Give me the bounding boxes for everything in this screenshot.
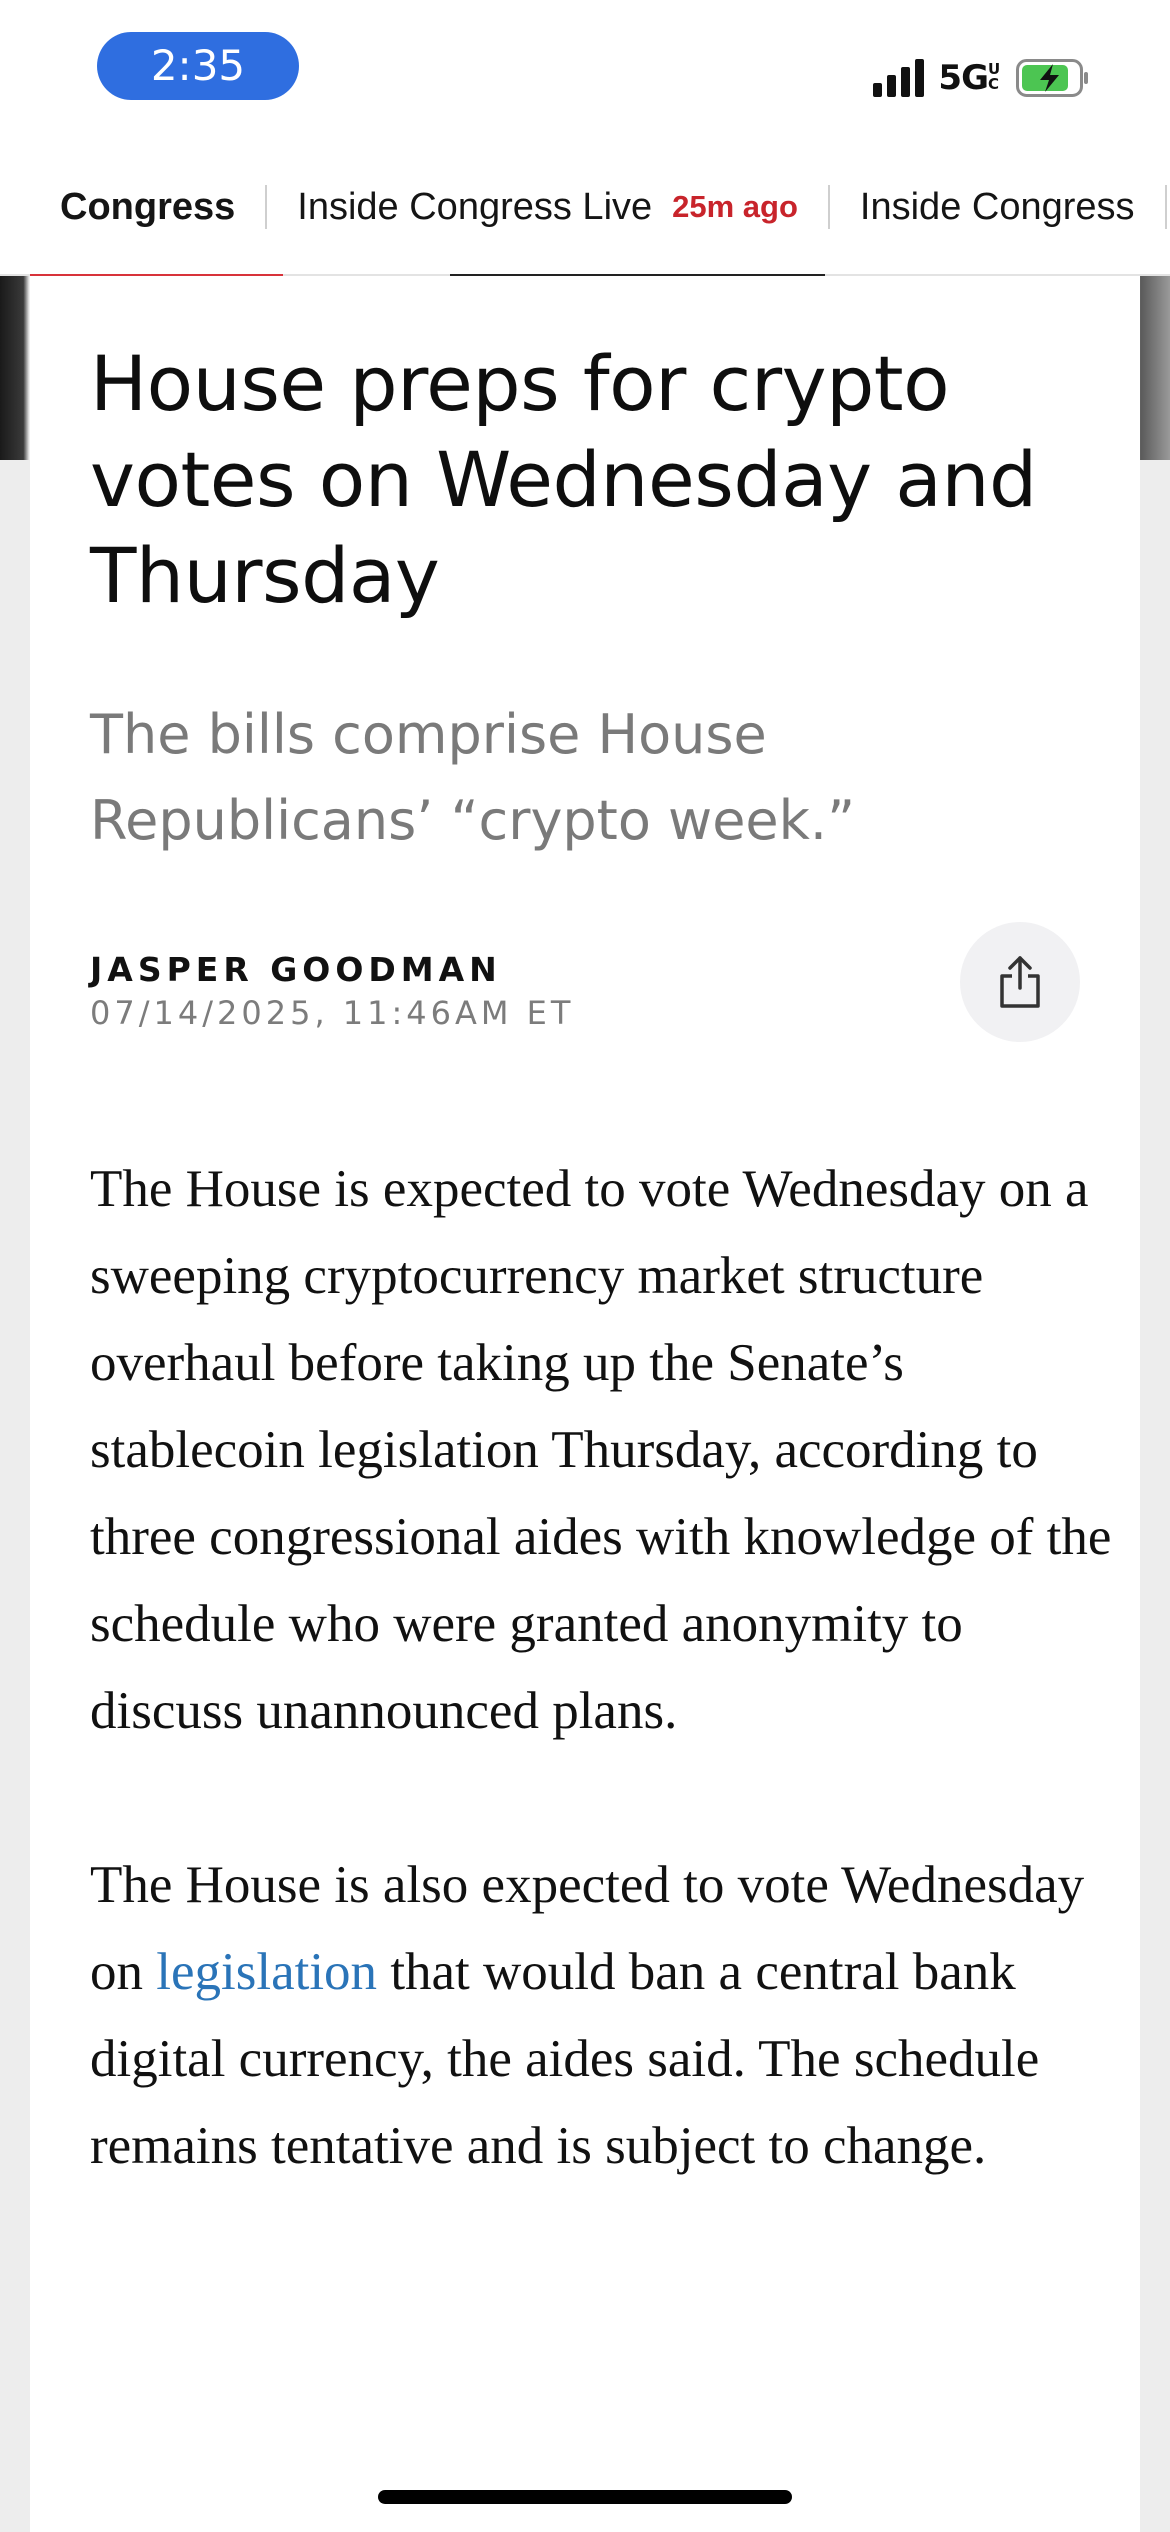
article-card — [30, 276, 1140, 2532]
section-tab-bar — [0, 140, 1170, 276]
tab-divider — [1165, 185, 1167, 229]
tab-time-badge: 25m ago — [672, 189, 798, 224]
status-indicators — [873, 50, 1090, 106]
network-indicator — [938, 58, 1002, 98]
tab-divider — [265, 185, 267, 229]
article-dateline: 07/14/2025, 11:46AM ET — [90, 994, 575, 1032]
article-headline: House preps for crypto votes on Wednesday and Thursday — [90, 339, 1037, 620]
signal-icon — [873, 59, 924, 97]
tab-inside-congress-live[interactable] — [297, 186, 798, 229]
tab-label: Inside Congress Live — [297, 185, 653, 228]
tab-congress[interactable] — [60, 186, 235, 229]
status-bar — [0, 0, 1170, 140]
paragraph-text: that would ban a central bank digital currency, the aides said. The schedule remains tentative and is subject to change. — [90, 1943, 1040, 2175]
network-label: 5G — [938, 58, 988, 98]
tab-label: Inside Congress — [859, 185, 1135, 228]
legislation-link[interactable]: legislation — [156, 1943, 378, 2001]
article-paragraph: The House is expected to vote Wednesday on a sweeping cryptocurrency market structure overhaul before taking up the Senate’s stablecoin legislation Thursday, according to three congressional aides with knowledge of the schedule who were granted anonymity to discuss unannounced plans. — [90, 1160, 1112, 1740]
status-time[interactable]: 2:35 — [97, 32, 299, 100]
article-body — [90, 1146, 1120, 2277]
share-button[interactable] — [960, 922, 1080, 1042]
share-icon — [997, 954, 1043, 1010]
tab-inside-congress[interactable] — [860, 186, 1135, 229]
tab-divider — [828, 185, 830, 229]
tabs-row — [60, 140, 1170, 274]
article-paragraph — [90, 1842, 1120, 2190]
home-indicator[interactable] — [378, 2490, 792, 2504]
tab-label: Congress — [60, 185, 236, 228]
paragraph-text: The House is also expected to vote Wednesday on — [90, 1856, 1085, 2001]
article-author[interactable]: JASPER GOODMAN — [90, 950, 502, 989]
battery-charging-icon — [1016, 59, 1090, 97]
article-dek: The bills comprise House Republicans’ “crypto week.” — [90, 703, 856, 852]
network-suffix: UC — [988, 60, 1000, 93]
